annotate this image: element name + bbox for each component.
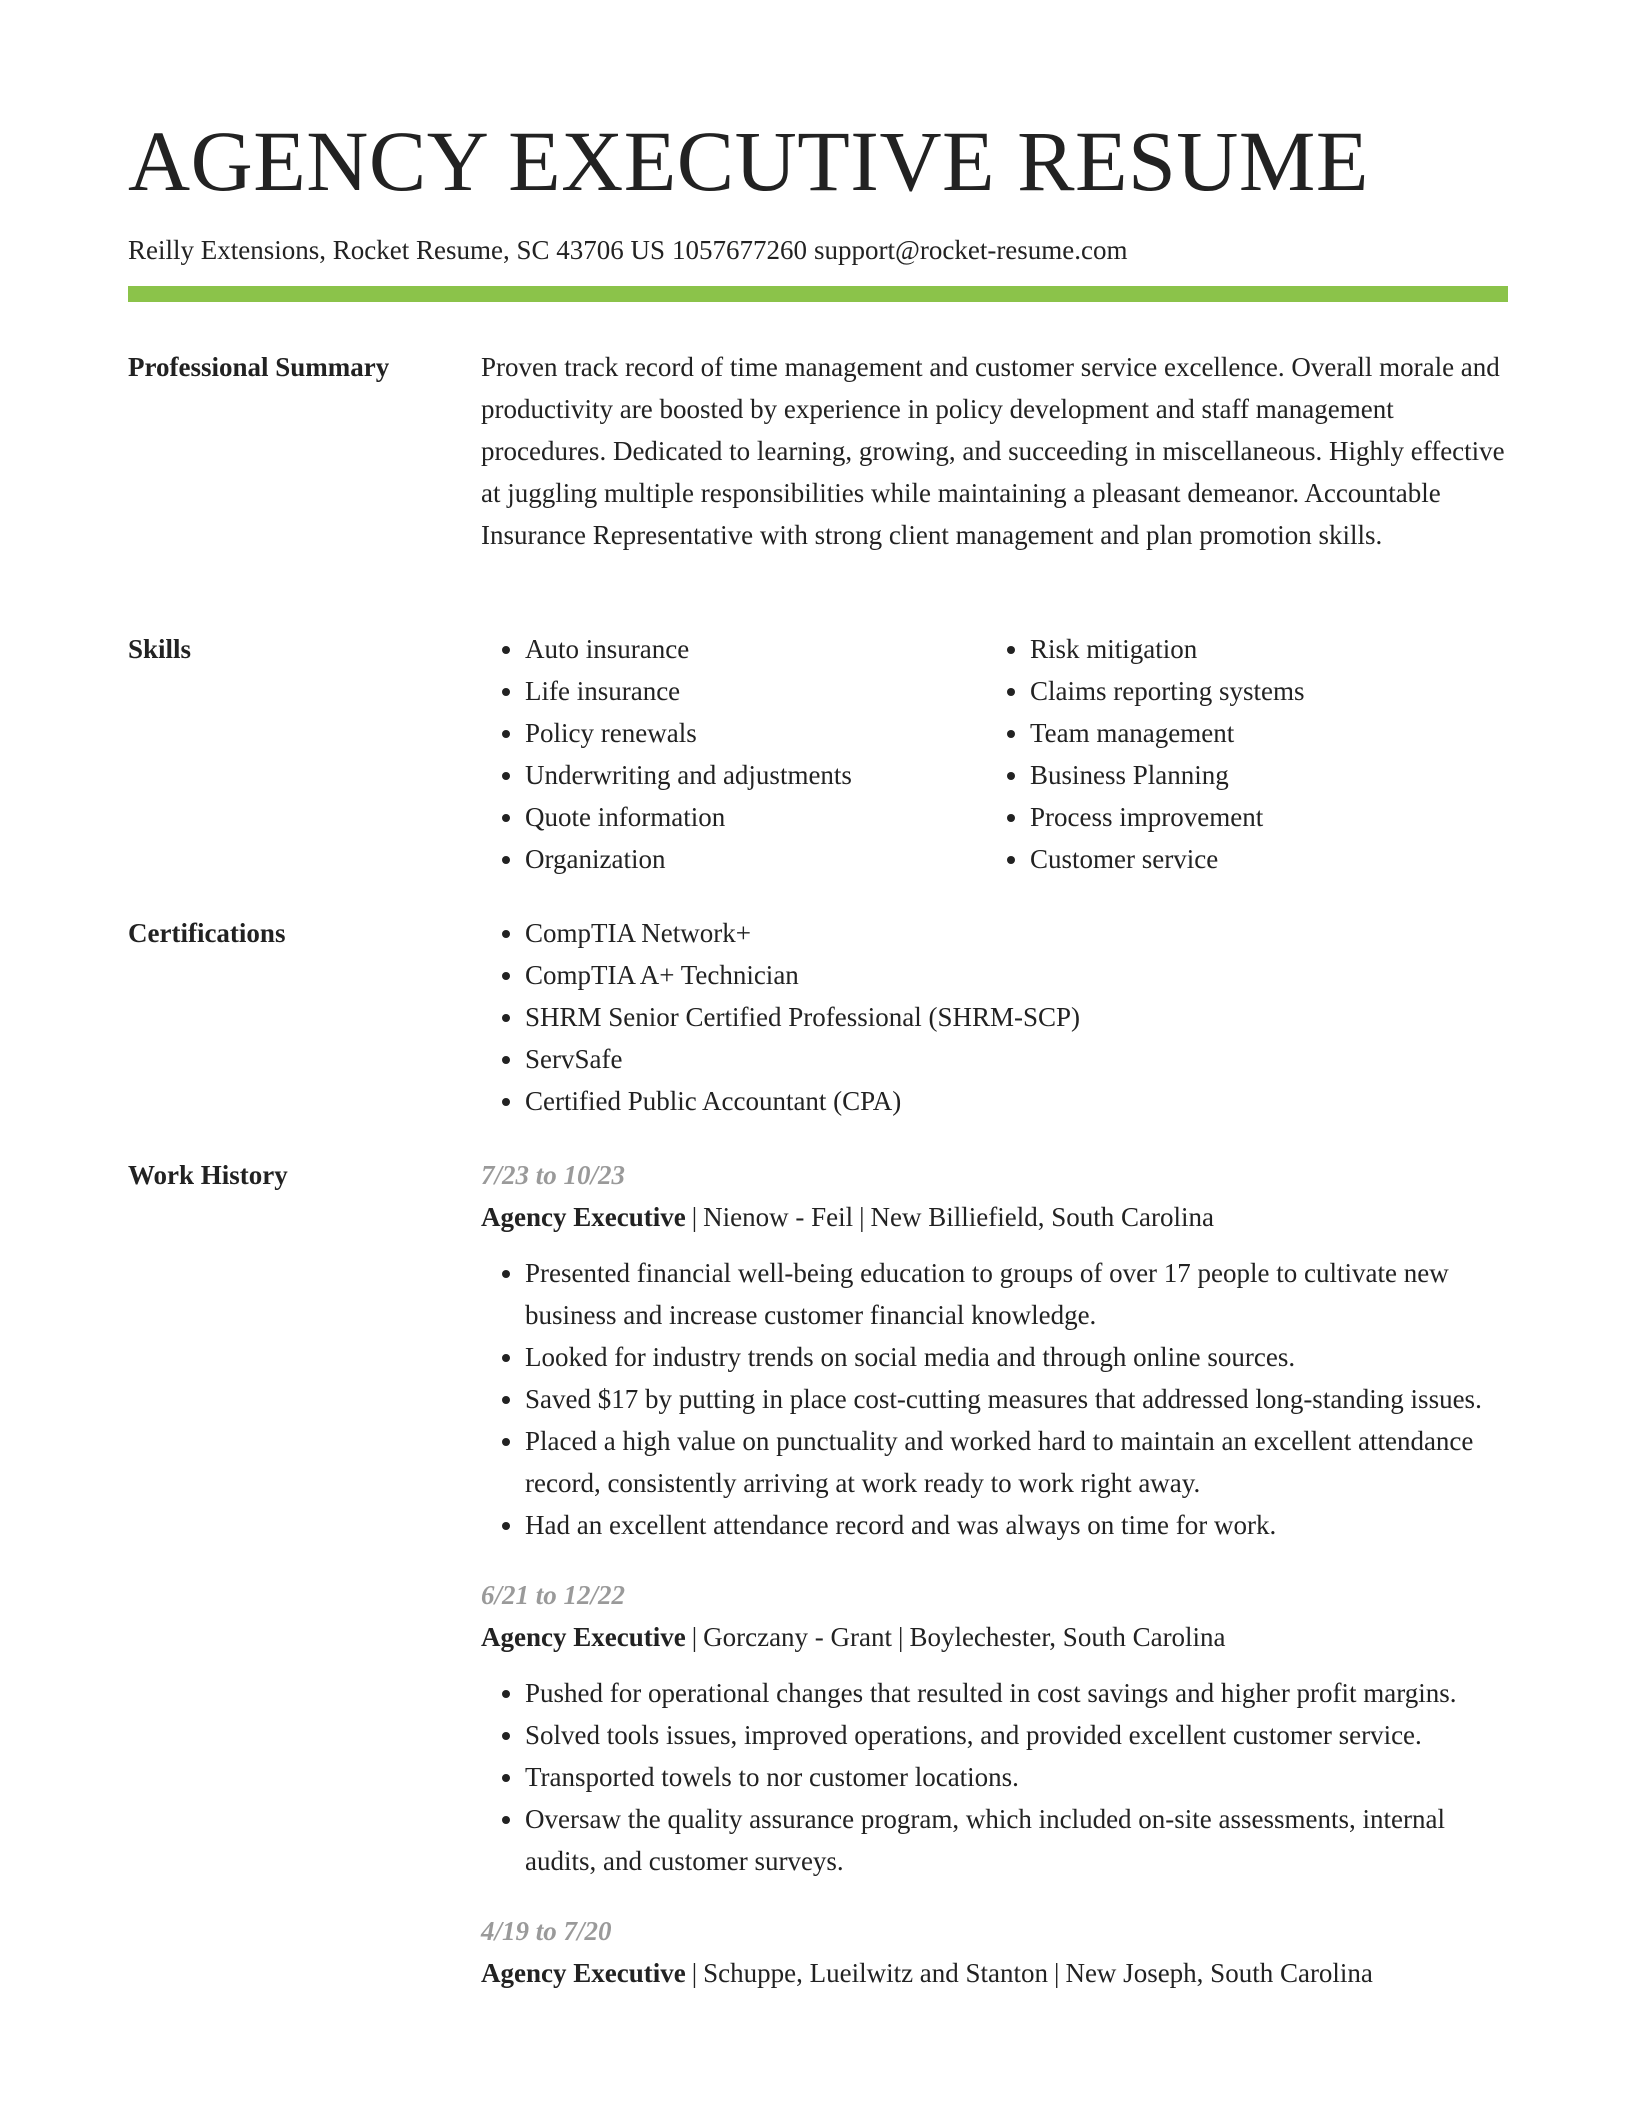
skill-item: • Claims reporting systems xyxy=(1030,670,1491,712)
summary-label: Professional Summary xyxy=(128,352,390,382)
job-separator: | xyxy=(898,1622,904,1652)
job-location: New Joseph, South Carolina xyxy=(1065,1958,1373,1988)
job-company: Gorczany - Grant xyxy=(703,1622,893,1652)
skills-column-left xyxy=(481,628,986,880)
certifications-label: Certifications xyxy=(128,918,286,948)
contact-phone: 1057677260 xyxy=(672,235,807,265)
job-header xyxy=(481,1196,1508,1238)
skills-column-right xyxy=(986,628,1491,880)
skill-item: • Process improvement xyxy=(1030,796,1491,838)
job-bullet: • Solved tools issues, improved operations, and provided excellent customer service. xyxy=(525,1714,1508,1756)
job-dates: 4/19 to 7/20 xyxy=(481,1916,612,1946)
job-title: Agency Executive xyxy=(481,1622,686,1652)
job-separator: | xyxy=(859,1202,865,1232)
job-company: Schuppe, Lueilwitz and Stanton xyxy=(703,1958,1049,1988)
contact-email[interactable]: support@rocket-resume.com xyxy=(814,235,1128,265)
skill-item: • Underwriting and adjustments xyxy=(525,754,986,796)
skill-item: • Team management xyxy=(1030,712,1491,754)
job-bullet: • Oversaw the quality assurance program, which included on-site assessments, internal audits, and customer surveys. xyxy=(525,1798,1508,1882)
work-history-body xyxy=(481,1154,1508,2022)
job-bullet: • Presented financial well-being education to groups of over 17 people to cultivate new business and increase customer financial knowledge. xyxy=(525,1252,1508,1336)
skill-item: • Business Planning xyxy=(1030,754,1491,796)
certification-item: • ServSafe xyxy=(525,1038,1508,1080)
job-title: Agency Executive xyxy=(481,1202,686,1232)
job-entry xyxy=(481,1154,1508,1546)
job-location: New Billiefield, South Carolina xyxy=(870,1202,1214,1232)
job-entry xyxy=(481,1910,1508,1994)
job-location: Boylechester, South Carolina xyxy=(909,1622,1226,1652)
certifications-body xyxy=(481,912,1508,1122)
job-bullet: • Had an excellent attendance record and was always on time for work. xyxy=(525,1504,1508,1546)
skill-item: • Life insurance xyxy=(525,670,986,712)
skill-item: • Organization xyxy=(525,838,986,880)
job-dates: 6/21 to 12/22 xyxy=(481,1580,626,1610)
job-entry xyxy=(481,1574,1508,1882)
resume-title: AGENCY EXECUTIVE RESUME xyxy=(128,113,1369,209)
job-bullet: • Placed a high value on punctuality and worked hard to maintain an excellent attendance record, consistently arriving at work ready to work right away. xyxy=(525,1420,1508,1504)
job-header xyxy=(481,1952,1508,1994)
job-dates: 7/23 to 10/23 xyxy=(481,1160,626,1190)
job-bullet: • Saved $17 by putting in place cost-cutting measures that addressed long-standing issues. xyxy=(525,1378,1508,1420)
job-separator: | xyxy=(691,1202,698,1232)
certification-item: • Certified Public Accountant (CPA) xyxy=(525,1080,1508,1122)
job-bullet: • Transported towels to nor customer locations. xyxy=(525,1756,1508,1798)
certification-item: • SHRM Senior Certified Professional (SHRM-SCP) xyxy=(525,996,1508,1038)
skill-item: • Policy renewals xyxy=(525,712,986,754)
job-bullet: • Pushed for operational changes that resulted in cost savings and higher profit margins. xyxy=(525,1672,1508,1714)
header-divider xyxy=(128,286,1508,302)
job-header xyxy=(481,1616,1508,1658)
skills-label: Skills xyxy=(128,634,192,664)
skill-item: • Risk mitigation xyxy=(1030,628,1491,670)
summary-text: Proven track record of time management and customer service excellence. Overall morale and productivity are boosted by experience in policy development and staff management procedures. Dedicated to learning, growing, and succeeding in miscellaneous. Highly effective at juggling multiple responsibilities while maintaining a pleasant demeanor. Accountable Insurance Representative with strong client management and plan promotion skills. xyxy=(481,352,1505,550)
skill-item: • Customer service xyxy=(1030,838,1491,880)
job-separator: | xyxy=(691,1958,698,1988)
skill-item: • Quote information xyxy=(525,796,986,838)
job-title: Agency Executive xyxy=(481,1958,686,1988)
summary-body xyxy=(481,346,1508,556)
job-bullet: • Looked for industry trends on social media and through online sources. xyxy=(525,1336,1508,1378)
skill-item: • Auto insurance xyxy=(525,628,986,670)
work-history-label: Work History xyxy=(128,1160,288,1190)
certification-item: • CompTIA Network+ xyxy=(525,912,1508,954)
job-separator: | xyxy=(691,1622,698,1652)
contact-line xyxy=(128,232,1135,268)
contact-address: Reilly Extensions, Rocket Resume, SC 43706 US xyxy=(128,235,665,265)
certification-item: • CompTIA A+ Technician xyxy=(525,954,1508,996)
job-company: Nienow - Feil xyxy=(703,1202,854,1232)
job-separator: | xyxy=(1054,1958,1060,1988)
